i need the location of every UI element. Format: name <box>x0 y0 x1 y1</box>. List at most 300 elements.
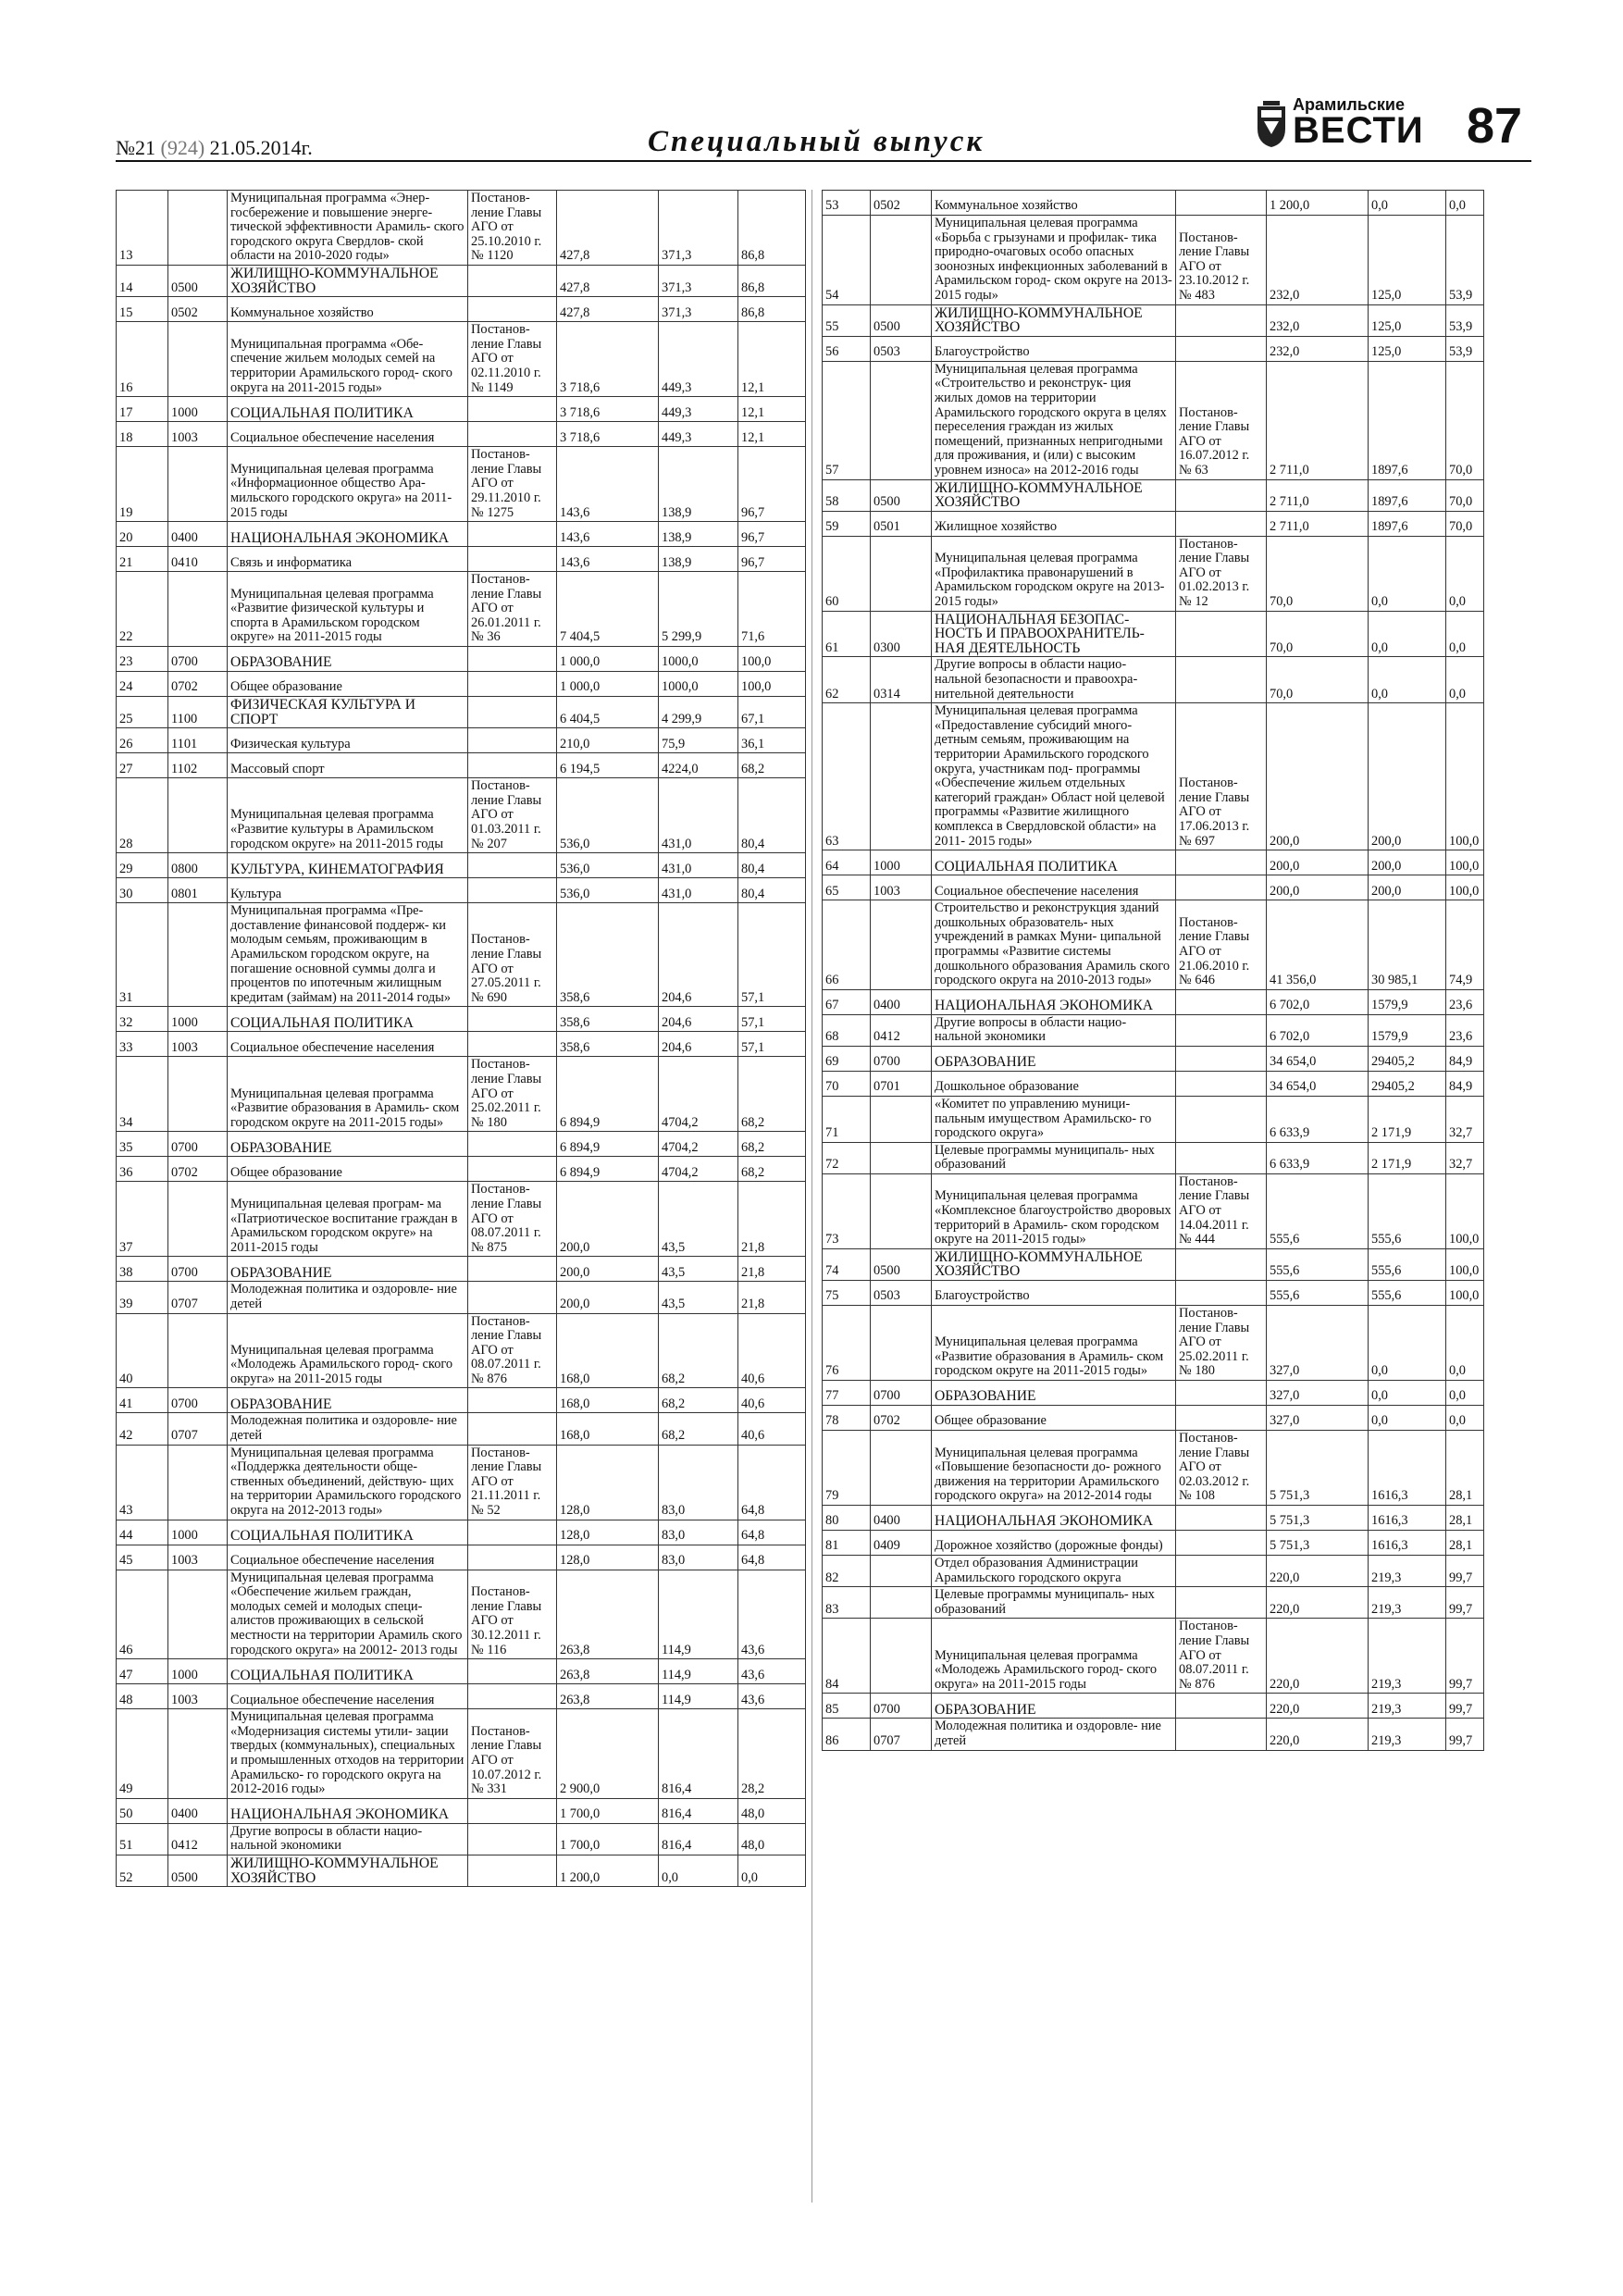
row-number: 35 <box>117 1132 168 1157</box>
budget-code: 0400 <box>871 1505 932 1530</box>
section-title: Специальный выпуск <box>648 125 985 158</box>
planned-value: 143,6 <box>557 522 659 547</box>
percent-value: 100,0 <box>1446 850 1484 875</box>
percent-value: 40,6 <box>738 1388 806 1413</box>
table-row <box>823 1306 1484 1381</box>
document-ref: Постанов- ление Главы АГО от 30.12.2011 г. № 116 <box>468 1570 557 1659</box>
item-name: Коммунальное хозяйство <box>932 191 1176 216</box>
table-row <box>117 1798 806 1823</box>
budget-code <box>168 1570 228 1659</box>
actual-value: 219,3 <box>1369 1619 1446 1694</box>
actual-value: 83,0 <box>659 1520 738 1545</box>
table-row <box>117 1855 806 1886</box>
actual-value: 1616,3 <box>1369 1431 1446 1506</box>
percent-value: 68,2 <box>738 1057 806 1132</box>
row-number: 23 <box>117 647 168 672</box>
row-number: 71 <box>823 1096 871 1142</box>
planned-value: 220,0 <box>1267 1694 1369 1719</box>
row-number: 37 <box>117 1182 168 1257</box>
planned-value: 555,6 <box>1267 1248 1369 1280</box>
percent-value: 100,0 <box>1446 1281 1484 1306</box>
item-name: Муниципальная целевая программа «Предоставление субсидий много- детным семьям, проживающим на территории Арамильского городского округа, участникам под- программы «Обеспечение жильем отдельных категорий граждан» Област ной целевой программы «Развитие жилищного комплекса в Свердловской области» на 2011- 2015 годы» <box>932 703 1176 850</box>
percent-value: 12,1 <box>738 322 806 397</box>
item-name: ЖИЛИЩНО-КОММУНАЛЬНОЕ ХОЗЯЙСТВО <box>228 1855 468 1886</box>
percent-value: 21,8 <box>738 1257 806 1282</box>
item-name: Муниципальная целевая программа «Строительство и реконструк- ция жилых домов на территории Арамильского городского округа в целях переселения граждан из жилых помещений, признанных непригодными для проживания, и (или) с высоким уровнем износа» на 2012-2016 годы <box>932 361 1176 479</box>
row-number: 77 <box>823 1381 871 1406</box>
item-name: НАЦИОНАЛЬНАЯ БЕЗОПАС- НОСТЬ И ПРАВООХРАНИТЕЛЬ- НАЯ ДЕЯТЕЛЬНОСТЬ <box>932 611 1176 657</box>
actual-value: 816,4 <box>659 1709 738 1799</box>
table-row <box>117 547 806 572</box>
planned-value: 3 718,6 <box>557 422 659 447</box>
actual-value: 200,0 <box>1369 703 1446 850</box>
document-ref <box>468 1659 557 1684</box>
percent-value: 100,0 <box>1446 875 1484 900</box>
item-name: СОЦИАЛЬНАЯ ПОЛИТИКА <box>228 397 468 422</box>
table-row <box>117 1823 806 1855</box>
row-number: 79 <box>823 1431 871 1506</box>
item-name: ОБРАЗОВАНИЕ <box>932 1381 1176 1406</box>
budget-code <box>168 572 228 647</box>
budget-code: 1000 <box>871 850 932 875</box>
item-name: Муниципальная целевая программа «Профилактика правонарушений в Арамильском городском округе на 2013-2015 годы» <box>932 536 1176 611</box>
row-number: 57 <box>823 361 871 479</box>
row-number: 61 <box>823 611 871 657</box>
actual-value: 200,0 <box>1369 875 1446 900</box>
table-row <box>117 397 806 422</box>
row-number: 60 <box>823 536 871 611</box>
item-name: Коммунальное хозяйство <box>228 297 468 322</box>
item-name: Молодежная политика и оздоровле- ние детей <box>228 1282 468 1313</box>
planned-value: 200,0 <box>1267 875 1369 900</box>
item-name: ЖИЛИЩНО-КОММУНАЛЬНОЕ ХОЗЯЙСТВО <box>932 1248 1176 1280</box>
budget-code: 0702 <box>168 672 228 697</box>
item-name: Другие вопросы в области нацио- нальной безопасности и правоохра- нительной деятельности <box>932 657 1176 703</box>
table-row <box>117 647 806 672</box>
newspaper-logo <box>1256 95 1424 151</box>
table-row <box>823 611 1484 657</box>
row-number: 69 <box>823 1046 871 1071</box>
actual-value: 2 171,9 <box>1369 1142 1446 1173</box>
actual-value: 138,9 <box>659 547 738 572</box>
row-number: 27 <box>117 753 168 778</box>
document-ref <box>468 1157 557 1182</box>
actual-value: 449,3 <box>659 322 738 397</box>
table-row <box>117 297 806 322</box>
document-ref <box>1176 1096 1267 1142</box>
document-ref <box>1176 1142 1267 1173</box>
planned-value: 427,8 <box>557 191 659 266</box>
row-number: 15 <box>117 297 168 322</box>
planned-value: 427,8 <box>557 297 659 322</box>
table-row <box>117 1684 806 1709</box>
document-ref: Постанов- ление Главы АГО от 02.11.2010 г. № 1149 <box>468 322 557 397</box>
percent-value: 68,2 <box>738 1157 806 1182</box>
row-number: 38 <box>117 1257 168 1282</box>
table-row <box>117 322 806 397</box>
percent-value: 32,7 <box>1446 1096 1484 1142</box>
percent-value: 84,9 <box>1446 1071 1484 1096</box>
right-table-body <box>823 191 1484 1751</box>
table-row <box>117 1709 806 1799</box>
planned-value: 70,0 <box>1267 611 1369 657</box>
document-ref <box>468 853 557 878</box>
table-row <box>117 1007 806 1032</box>
item-name: Муниципальная целевая програм- ма «Патриотическое воспитание граждан в Арамильском городском округе» на 2011-2015 годы <box>228 1182 468 1257</box>
budget-code <box>168 1709 228 1799</box>
item-name: Другие вопросы в области нацио- нальной экономики <box>932 1014 1176 1046</box>
planned-value: 536,0 <box>557 778 659 853</box>
logo-small-text: Арамильские <box>1293 95 1405 114</box>
actual-value: 371,3 <box>659 265 738 296</box>
item-name: Муниципальная целевая программа «Поддержка деятельности обще- ственных объединений, действую- щих на территории Арамильского городского округа на 2012-2013 годы» <box>228 1445 468 1520</box>
item-name: Молодежная политика и оздоровле- ние детей <box>228 1413 468 1445</box>
budget-code <box>168 778 228 853</box>
planned-value: 358,6 <box>557 1007 659 1032</box>
table-row <box>823 336 1484 361</box>
item-name: Муниципальная целевая программа «Информационное общество Ара- мильского городского округа» на 2011-2015 годы <box>228 447 468 522</box>
document-ref <box>1176 511 1267 536</box>
percent-value: 28,1 <box>1446 1530 1484 1555</box>
budget-code: 0400 <box>168 1798 228 1823</box>
percent-value: 80,4 <box>738 878 806 903</box>
table-row <box>117 1257 806 1282</box>
actual-value: 219,3 <box>1369 1694 1446 1719</box>
document-ref <box>468 728 557 753</box>
planned-value: 5 751,3 <box>1267 1530 1369 1555</box>
percent-value: 0,0 <box>1446 611 1484 657</box>
budget-code <box>168 191 228 266</box>
budget-code <box>168 1057 228 1132</box>
percent-value: 68,2 <box>738 753 806 778</box>
planned-value: 7 404,5 <box>557 572 659 647</box>
budget-code: 0801 <box>168 878 228 903</box>
document-ref <box>1176 657 1267 703</box>
row-number: 51 <box>117 1823 168 1855</box>
table-row <box>823 1431 1484 1506</box>
planned-value: 263,8 <box>557 1570 659 1659</box>
actual-value: 371,3 <box>659 297 738 322</box>
actual-value: 1897,6 <box>1369 479 1446 511</box>
percent-value: 86,8 <box>738 191 806 266</box>
planned-value: 6 702,0 <box>1267 989 1369 1014</box>
budget-code: 1003 <box>168 1545 228 1570</box>
row-number: 46 <box>117 1570 168 1659</box>
percent-value: 53,9 <box>1446 216 1484 305</box>
row-number: 40 <box>117 1313 168 1388</box>
document-ref <box>1176 1505 1267 1530</box>
table-row <box>117 1313 806 1388</box>
item-name: Другие вопросы в области нацио- нальной экономики <box>228 1823 468 1855</box>
table-row <box>823 1248 1484 1280</box>
document-ref: Постанов- ление Главы АГО от 25.02.2011 г. № 180 <box>468 1057 557 1132</box>
item-name: СОЦИАЛЬНАЯ ПОЛИТИКА <box>228 1659 468 1684</box>
planned-value: 168,0 <box>557 1313 659 1388</box>
table-row <box>117 1032 806 1057</box>
actual-value: 816,4 <box>659 1823 738 1855</box>
percent-value: 53,9 <box>1446 304 1484 336</box>
planned-value: 263,8 <box>557 1684 659 1709</box>
percent-value: 70,0 <box>1446 479 1484 511</box>
budget-code: 0410 <box>168 547 228 572</box>
table-row <box>117 1182 806 1257</box>
document-ref <box>1176 304 1267 336</box>
actual-value: 114,9 <box>659 1684 738 1709</box>
budget-code: 1100 <box>168 697 228 728</box>
row-number: 39 <box>117 1282 168 1313</box>
budget-code: 0314 <box>871 657 932 703</box>
document-ref <box>468 422 557 447</box>
actual-value: 449,3 <box>659 397 738 422</box>
actual-value: 219,3 <box>1369 1555 1446 1586</box>
table-row <box>117 1545 806 1570</box>
planned-value: 128,0 <box>557 1545 659 1570</box>
item-name: Строительство и реконструкция зданий дошкольных образователь- ных учреждений в рамках Муни- ципальной программы «Развитие системы дошкольного образования Арамиль ского городского округа на 2010-2013 годы» <box>932 900 1176 990</box>
table-row <box>117 1057 806 1132</box>
item-name: ЖИЛИЩНО-КОММУНАЛЬНОЕ ХОЗЯЙСТВО <box>932 479 1176 511</box>
planned-value: 6 894,9 <box>557 1132 659 1157</box>
actual-value: 219,3 <box>1369 1587 1446 1619</box>
document-ref <box>468 1684 557 1709</box>
planned-value: 200,0 <box>557 1257 659 1282</box>
actual-value: 75,9 <box>659 728 738 753</box>
actual-value: 1897,6 <box>1369 511 1446 536</box>
item-name: ФИЗИЧЕСКАЯ КУЛЬТУРА И СПОРТ <box>228 697 468 728</box>
document-ref <box>1176 1381 1267 1406</box>
item-name: Жилищное хозяйство <box>932 511 1176 536</box>
row-number: 49 <box>117 1709 168 1799</box>
budget-code: 0400 <box>168 522 228 547</box>
table-row <box>823 1587 1484 1619</box>
percent-value: 100,0 <box>1446 1173 1484 1248</box>
document-ref: Постанов- ление Главы АГО от 02.03.2012 г. № 108 <box>1176 1431 1267 1506</box>
document-ref: Постанов- ление Главы АГО от 25.10.2010 г. № 1120 <box>468 191 557 266</box>
document-ref: Постанов- ление Главы АГО от 08.07.2011 г. № 875 <box>468 1182 557 1257</box>
actual-value: 219,3 <box>1369 1719 1446 1750</box>
row-number: 20 <box>117 522 168 547</box>
planned-value: 6 194,5 <box>557 753 659 778</box>
planned-value: 220,0 <box>1267 1587 1369 1619</box>
logo-big-text: ВЕСТИ <box>1293 110 1424 151</box>
planned-value: 220,0 <box>1267 1719 1369 1750</box>
table-row <box>823 1046 1484 1071</box>
row-number: 31 <box>117 903 168 1007</box>
planned-value: 1 000,0 <box>557 672 659 697</box>
percent-value: 80,4 <box>738 853 806 878</box>
budget-code <box>871 1587 932 1619</box>
budget-code <box>871 361 932 479</box>
item-name: Целевые программы муниципаль- ных образований <box>932 1142 1176 1173</box>
budget-code: 1000 <box>168 1659 228 1684</box>
document-ref: Постанов- ление Главы АГО от 08.07.2011 г. № 876 <box>468 1313 557 1388</box>
percent-value: 99,7 <box>1446 1619 1484 1694</box>
percent-value: 28,1 <box>1446 1431 1484 1506</box>
table-row <box>117 1520 806 1545</box>
actual-value: 5 299,9 <box>659 572 738 647</box>
actual-value: 0,0 <box>1369 1406 1446 1431</box>
row-number: 70 <box>823 1071 871 1096</box>
table-row <box>823 850 1484 875</box>
budget-code: 1000 <box>168 1007 228 1032</box>
planned-value: 6 894,9 <box>557 1157 659 1182</box>
row-number: 43 <box>117 1445 168 1520</box>
document-ref: Постанов- ление Главы АГО от 21.06.2010 г. № 646 <box>1176 900 1267 990</box>
item-name: Муниципальная программа «Пре- доставление финансовой поддерж- ки молодым семьям, проживающим в Арамильском городском округе, на погашение основной суммы долга и процентов по ипотечным жилищным кредитам (займам) на 2011-2014 годы» <box>228 903 468 1007</box>
actual-value: 68,2 <box>659 1388 738 1413</box>
item-name: Муниципальная целевая программа «Развитие культуры в Арамильском городском округе» на 2011-2015 годы <box>228 778 468 853</box>
item-name: Муниципальная целевая программа «Повышение безопасности до- рожного движения на территории Арамильского городского округа» на 2012-2014 годы <box>932 1431 1176 1506</box>
table-row <box>823 1014 1484 1046</box>
budget-code: 0500 <box>871 479 932 511</box>
percent-value: 70,0 <box>1446 511 1484 536</box>
budget-code: 1102 <box>168 753 228 778</box>
item-name: ОБРАЗОВАНИЕ <box>228 1257 468 1282</box>
row-number: 16 <box>117 322 168 397</box>
actual-value: 0,0 <box>1369 611 1446 657</box>
percent-value: 48,0 <box>738 1823 806 1855</box>
document-ref: Постанов- ление Главы АГО от 29.11.2010 г. № 1275 <box>468 447 557 522</box>
budget-code: 1003 <box>871 875 932 900</box>
actual-value: 4224,0 <box>659 753 738 778</box>
document-ref: Постанов- ление Главы АГО от 25.02.2011 г. № 180 <box>1176 1306 1267 1381</box>
table-row <box>823 1142 1484 1173</box>
item-name: НАЦИОНАЛЬНАЯ ЭКОНОМИКА <box>932 1505 1176 1530</box>
document-ref <box>1176 1281 1267 1306</box>
budget-code: 0400 <box>871 989 932 1014</box>
document-ref <box>1176 1046 1267 1071</box>
table-row <box>117 697 806 728</box>
document-ref <box>1176 336 1267 361</box>
percent-value: 23,6 <box>1446 989 1484 1014</box>
percent-value: 43,6 <box>738 1570 806 1659</box>
planned-value: 128,0 <box>557 1520 659 1545</box>
item-name: СОЦИАЛЬНАЯ ПОЛИТИКА <box>228 1007 468 1032</box>
budget-code <box>871 703 932 850</box>
item-name: СОЦИАЛЬНАЯ ПОЛИТИКА <box>228 1520 468 1545</box>
budget-code: 0707 <box>871 1719 932 1750</box>
table-row <box>117 903 806 1007</box>
actual-value: 0,0 <box>1369 1306 1446 1381</box>
item-name: ЖИЛИЩНО-КОММУНАЛЬНОЕ ХОЗЯЙСТВО <box>932 304 1176 336</box>
actual-value: 204,6 <box>659 1007 738 1032</box>
row-number: 17 <box>117 397 168 422</box>
budget-code <box>871 900 932 990</box>
actual-value: 1897,6 <box>1369 361 1446 479</box>
row-number: 76 <box>823 1306 871 1381</box>
row-number: 50 <box>117 1798 168 1823</box>
document-ref <box>468 1413 557 1445</box>
planned-value: 200,0 <box>557 1282 659 1313</box>
row-number: 68 <box>823 1014 871 1046</box>
actual-value: 4704,2 <box>659 1057 738 1132</box>
budget-code: 1003 <box>168 1684 228 1709</box>
actual-value: 68,2 <box>659 1413 738 1445</box>
table-row <box>823 1505 1484 1530</box>
actual-value: 68,2 <box>659 1313 738 1388</box>
table-row <box>823 657 1484 703</box>
table-row <box>823 536 1484 611</box>
item-name: Культура <box>228 878 468 903</box>
actual-value: 1000,0 <box>659 647 738 672</box>
page-number: 87 <box>1467 98 1523 154</box>
budget-code <box>871 1306 932 1381</box>
item-name: ОБРАЗОВАНИЕ <box>932 1046 1176 1071</box>
row-number: 62 <box>823 657 871 703</box>
row-number: 63 <box>823 703 871 850</box>
document-ref: Постанов- ление Главы АГО от 27.05.2011 г. № 690 <box>468 903 557 1007</box>
percent-value: 96,7 <box>738 447 806 522</box>
budget-code: 0412 <box>168 1823 228 1855</box>
planned-value: 143,6 <box>557 547 659 572</box>
table-row <box>823 479 1484 511</box>
planned-value: 34 654,0 <box>1267 1071 1369 1096</box>
row-number: 36 <box>117 1157 168 1182</box>
budget-code <box>168 903 228 1007</box>
planned-value: 3 718,6 <box>557 397 659 422</box>
actual-value: 43,5 <box>659 1257 738 1282</box>
percent-value: 28,1 <box>1446 1505 1484 1530</box>
row-number: 56 <box>823 336 871 361</box>
budget-code: 0707 <box>168 1282 228 1313</box>
actual-value: 555,6 <box>1369 1281 1446 1306</box>
item-name: Социальное обеспечение населения <box>228 1032 468 1057</box>
table-row <box>117 572 806 647</box>
item-name: Муниципальная целевая программа «Молодежь Арамильского город- ского округа» на 2011-2015 годы <box>228 1313 468 1388</box>
budget-code: 0700 <box>168 1388 228 1413</box>
percent-value: 80,4 <box>738 778 806 853</box>
item-name: Муниципальная целевая программа «Развитие физической культуры и спорта в Арамильском городском округе» на 2011-2015 годы <box>228 572 468 647</box>
table-row <box>117 728 806 753</box>
actual-value: 431,0 <box>659 878 738 903</box>
item-name: Благоустройство <box>932 1281 1176 1306</box>
actual-value: 1616,3 <box>1369 1505 1446 1530</box>
document-ref <box>468 522 557 547</box>
item-name: СОЦИАЛЬНАЯ ПОЛИТИКА <box>932 850 1176 875</box>
planned-value: 3 718,6 <box>557 322 659 397</box>
planned-value: 327,0 <box>1267 1381 1369 1406</box>
header-rule <box>116 160 1531 162</box>
planned-value: 358,6 <box>557 1032 659 1057</box>
percent-value: 0,0 <box>1446 1306 1484 1381</box>
percent-value: 70,0 <box>1446 361 1484 479</box>
row-number: 75 <box>823 1281 871 1306</box>
budget-code: 0702 <box>871 1406 932 1431</box>
budget-code <box>871 1096 932 1142</box>
table-row <box>117 191 806 266</box>
issue-total: (924) <box>160 136 205 159</box>
item-name: Муниципальная целевая программа «Обеспечение жильем граждан, молодых семей и молодых специ- алистов проживающих в сельской местности на территории Арамиль ского городского округа» на 20012- 2013 годы <box>228 1570 468 1659</box>
percent-value: 99,7 <box>1446 1719 1484 1750</box>
item-name: Муниципальная программа «Энер- госбережение и повышение энерге- тической эффективности Арамиль- ского городского округа Свердлов- ской области на 2010-2020 годы» <box>228 191 468 266</box>
planned-value: 143,6 <box>557 447 659 522</box>
planned-value: 2 711,0 <box>1267 511 1369 536</box>
row-number: 48 <box>117 1684 168 1709</box>
budget-code: 0503 <box>871 1281 932 1306</box>
table-row <box>823 989 1484 1014</box>
planned-value: 6 633,9 <box>1267 1142 1369 1173</box>
row-number: 45 <box>117 1545 168 1570</box>
issue-date: 21.05.2014г. <box>209 136 313 159</box>
row-number: 32 <box>117 1007 168 1032</box>
table-row <box>823 1096 1484 1142</box>
item-name: Массовый спорт <box>228 753 468 778</box>
budget-code: 0501 <box>871 511 932 536</box>
planned-value: 358,6 <box>557 903 659 1007</box>
row-number: 47 <box>117 1659 168 1684</box>
table-row <box>823 1173 1484 1248</box>
document-ref: Постанов- ление Главы АГО от 01.02.2013 г. № 12 <box>1176 536 1267 611</box>
document-ref <box>1176 1555 1267 1586</box>
